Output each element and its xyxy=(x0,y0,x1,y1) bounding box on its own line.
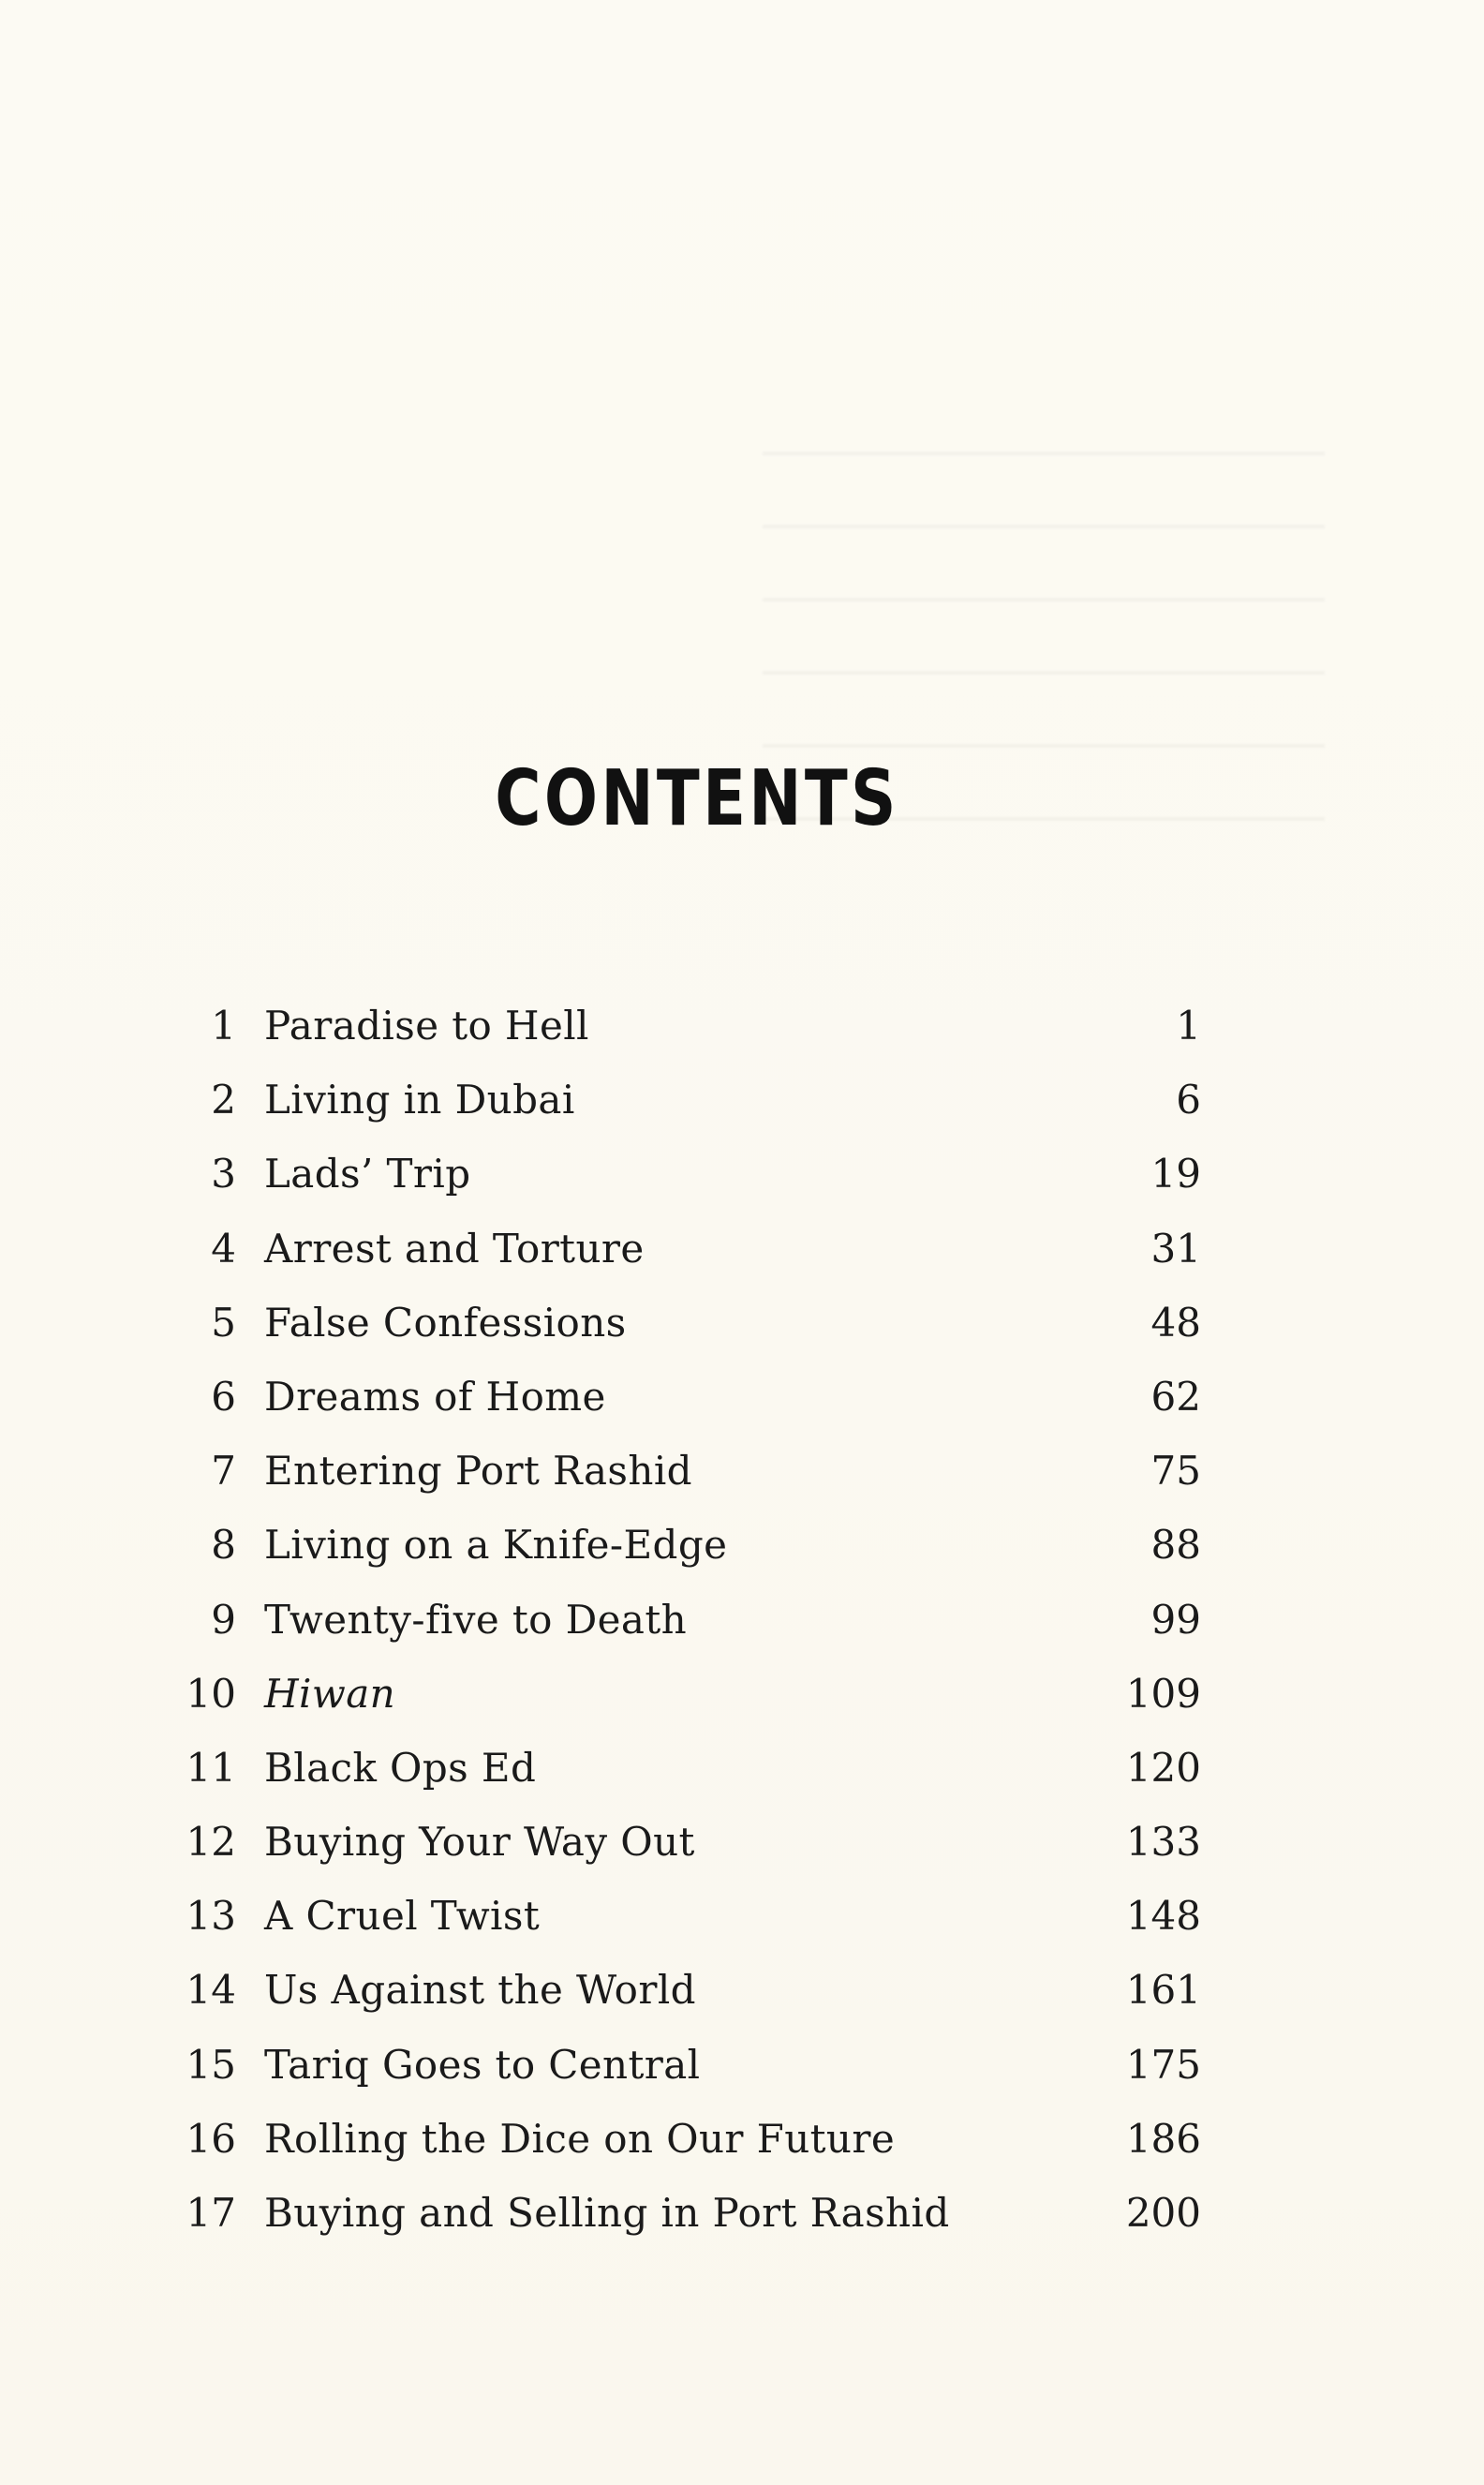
chapter-title: Buying and Selling in Port Rashid xyxy=(264,2190,950,2236)
page-number: 175 xyxy=(1125,2041,1201,2088)
toc-entry xyxy=(0,1063,1484,1137)
chapter-number: 6 xyxy=(211,1373,236,1420)
chapter-number: 8 xyxy=(211,1522,236,1569)
chapter-title: Living in Dubai xyxy=(264,1077,575,1123)
chapter-title: Entering Port Rashid xyxy=(264,1448,692,1495)
toc-entry xyxy=(0,1805,1484,1879)
chapter-number: 12 xyxy=(186,1819,236,1866)
chapter-number: 5 xyxy=(211,1299,236,1346)
table-of-contents xyxy=(0,989,1484,2250)
toc-entry xyxy=(0,1879,1484,1953)
chapter-number: 4 xyxy=(211,1225,236,1272)
chapter-number: 16 xyxy=(186,2115,236,2162)
chapter-number: 7 xyxy=(211,1448,236,1495)
chapter-title: Us Against the World xyxy=(264,1967,696,2014)
chapter-number: 2 xyxy=(211,1077,236,1123)
page-number: 62 xyxy=(1150,1373,1201,1420)
chapter-title: Lads’ Trip xyxy=(264,1151,471,1198)
page-number: 186 xyxy=(1125,2115,1201,2162)
toc-entry xyxy=(0,1953,1484,2027)
chapter-title: Buying Your Way Out xyxy=(264,1819,695,1866)
page-number: 1 xyxy=(1176,1003,1201,1049)
chapter-title: Tariq Goes to Central xyxy=(264,2041,701,2088)
page-number: 31 xyxy=(1150,1225,1201,1272)
page-number: 48 xyxy=(1150,1299,1201,1346)
chapter-title: Black Ops Ed xyxy=(264,1744,537,1791)
toc-entry xyxy=(0,989,1484,1063)
page-title: CONTENTS xyxy=(495,753,899,843)
toc-entry xyxy=(0,1212,1484,1286)
page-number: 120 xyxy=(1125,1744,1201,1791)
page-number: 148 xyxy=(1125,1893,1201,1940)
chapter-title: Rolling the Dice on Our Future xyxy=(264,2115,896,2162)
toc-entry xyxy=(0,1434,1484,1508)
chapter-title: Arrest and Torture xyxy=(264,1225,645,1272)
page-number: 109 xyxy=(1125,1670,1201,1717)
chapter-title: Living on a Knife-Edge xyxy=(264,1522,728,1569)
chapter-title: False Confessions xyxy=(264,1299,627,1346)
toc-entry xyxy=(0,2028,1484,2102)
chapter-number: 9 xyxy=(211,1596,236,1643)
page-number: 6 xyxy=(1176,1077,1201,1123)
page-number: 99 xyxy=(1150,1596,1201,1643)
toc-entry xyxy=(0,1657,1484,1731)
toc-entry xyxy=(0,1508,1484,1582)
chapter-number: 11 xyxy=(186,1744,236,1791)
toc-entry xyxy=(0,1137,1484,1211)
toc-entry xyxy=(0,1286,1484,1360)
chapter-title: Paradise to Hell xyxy=(264,1003,589,1049)
chapter-title: Hiwan xyxy=(264,1670,396,1717)
chapter-number: 3 xyxy=(211,1151,236,1198)
chapter-number: 13 xyxy=(186,1893,236,1940)
toc-entry xyxy=(0,1731,1484,1805)
page-number: 161 xyxy=(1125,1967,1201,2014)
chapter-number: 1 xyxy=(211,1003,236,1049)
chapter-number: 14 xyxy=(186,1967,236,2014)
chapter-title: Twenty-five to Death xyxy=(264,1596,688,1643)
page-number: 88 xyxy=(1150,1522,1201,1569)
chapter-title: Dreams of Home xyxy=(264,1373,606,1420)
chapter-number: 17 xyxy=(186,2190,236,2236)
toc-entry xyxy=(0,1360,1484,1434)
page-number: 19 xyxy=(1150,1151,1201,1198)
toc-entry xyxy=(0,1583,1484,1657)
page-number: 75 xyxy=(1150,1448,1201,1495)
chapter-number: 15 xyxy=(186,2041,236,2088)
toc-entry xyxy=(0,2102,1484,2176)
chapter-number: 10 xyxy=(186,1670,236,1717)
page-number: 200 xyxy=(1125,2190,1201,2236)
chapter-title: A Cruel Twist xyxy=(264,1893,541,1940)
toc-entry xyxy=(0,2176,1484,2250)
page-number: 133 xyxy=(1125,1819,1201,1866)
